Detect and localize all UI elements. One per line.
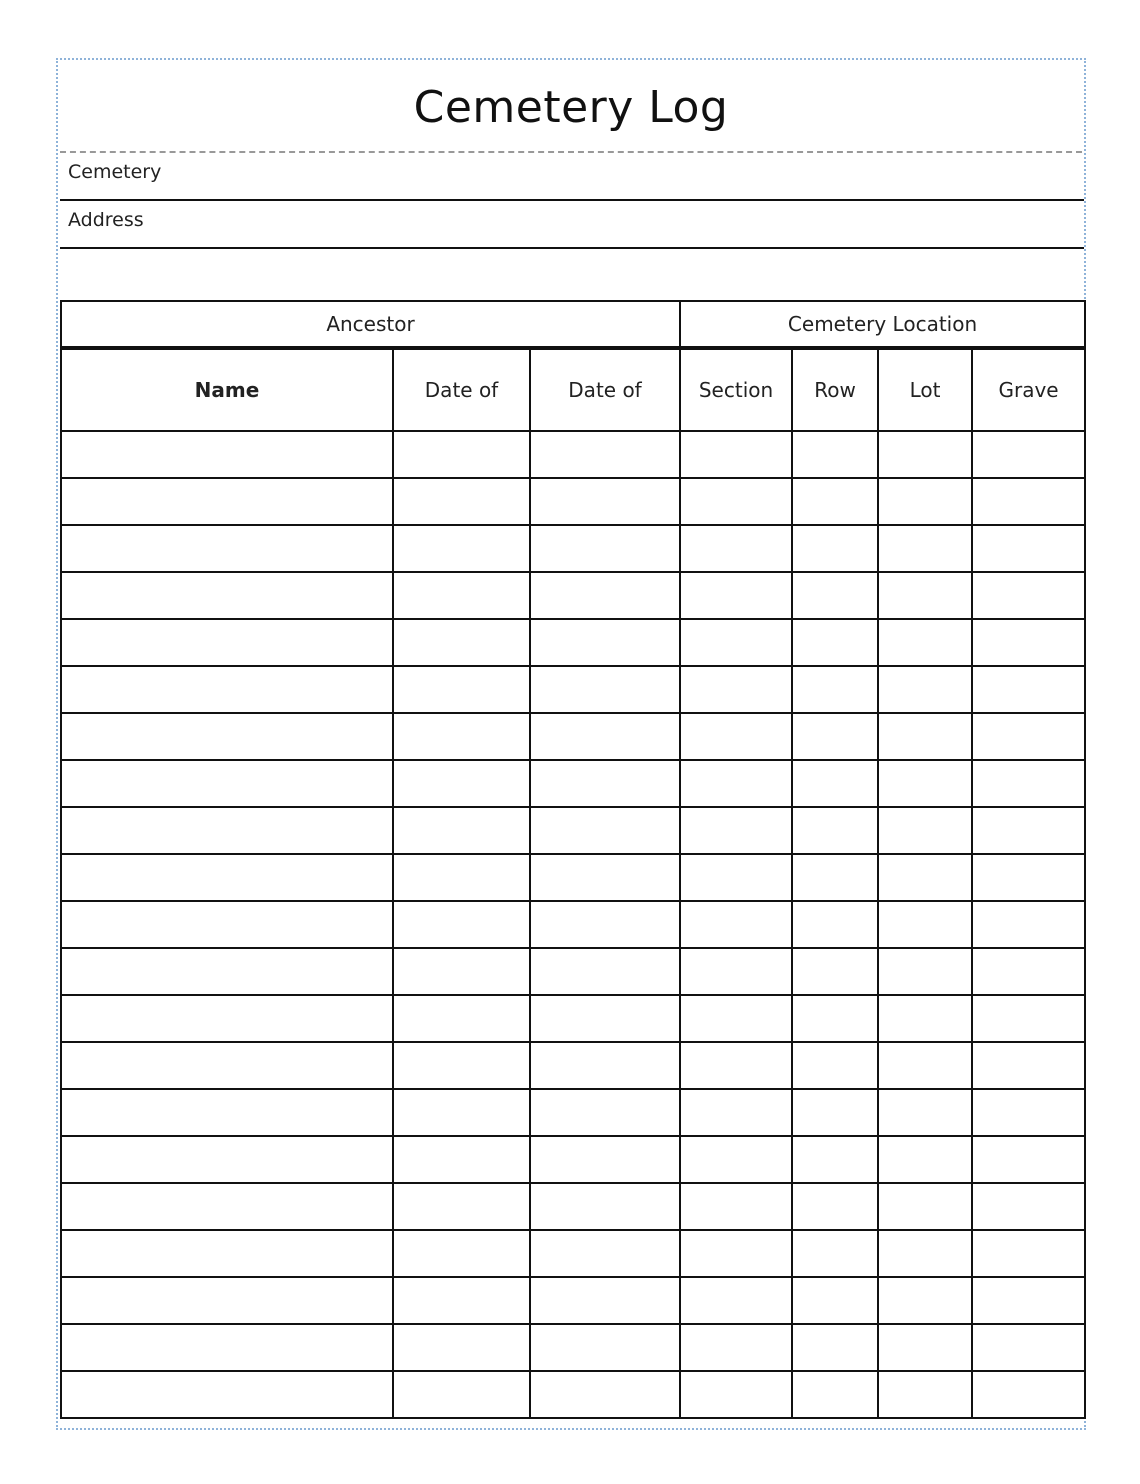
section-cell[interactable] xyxy=(680,666,792,713)
table-row xyxy=(61,572,1085,619)
name-cell[interactable] xyxy=(61,1230,393,1277)
row-cell[interactable] xyxy=(792,1042,878,1089)
section-cell[interactable] xyxy=(680,807,792,854)
lot-cell[interactable] xyxy=(878,619,972,666)
section-cell[interactable] xyxy=(680,1277,792,1324)
section-cell[interactable] xyxy=(680,431,792,478)
table-row xyxy=(61,431,1085,478)
grave-column-header: Grave xyxy=(972,348,1085,431)
date-of-2-cell[interactable] xyxy=(530,760,680,807)
date-of-cell[interactable] xyxy=(393,525,530,572)
grave-cell[interactable] xyxy=(972,995,1085,1042)
row-cell[interactable] xyxy=(792,1277,878,1324)
lot-column-header: Lot xyxy=(878,348,972,431)
table-row xyxy=(61,713,1085,760)
name-cell[interactable] xyxy=(61,995,393,1042)
table-row xyxy=(61,995,1085,1042)
lot-cell[interactable] xyxy=(878,666,972,713)
row-cell[interactable] xyxy=(792,619,878,666)
row-cell[interactable] xyxy=(792,760,878,807)
table-row xyxy=(61,901,1085,948)
date-of-2-cell[interactable] xyxy=(530,1277,680,1324)
name-cell[interactable] xyxy=(61,901,393,948)
table-row xyxy=(61,1089,1085,1136)
date-of-cell[interactable] xyxy=(393,666,530,713)
date-of-column-header-2: Date of xyxy=(530,348,680,431)
name-cell[interactable] xyxy=(61,572,393,619)
date-of-cell[interactable] xyxy=(393,901,530,948)
grave-cell[interactable] xyxy=(972,1136,1085,1183)
date-of-2-cell[interactable] xyxy=(530,666,680,713)
date-of-cell[interactable] xyxy=(393,1324,530,1371)
lot-cell[interactable] xyxy=(878,1042,972,1089)
row-cell[interactable] xyxy=(792,1136,878,1183)
section-column-header: Section xyxy=(680,348,792,431)
date-of-2-cell[interactable] xyxy=(530,995,680,1042)
grave-cell[interactable] xyxy=(972,525,1085,572)
date-of-2-cell[interactable] xyxy=(530,431,680,478)
date-of-cell[interactable] xyxy=(393,854,530,901)
lot-cell[interactable] xyxy=(878,760,972,807)
location-group-header: Cemetery Location xyxy=(680,301,1085,348)
grave-cell[interactable] xyxy=(972,666,1085,713)
grave-cell[interactable] xyxy=(972,572,1085,619)
grave-cell[interactable] xyxy=(972,760,1085,807)
lot-cell[interactable] xyxy=(878,948,972,995)
date-of-cell[interactable] xyxy=(393,1089,530,1136)
section-cell[interactable] xyxy=(680,1042,792,1089)
table-row xyxy=(61,666,1085,713)
lot-cell[interactable] xyxy=(878,901,972,948)
date-of-2-cell[interactable] xyxy=(530,1324,680,1371)
name-cell[interactable] xyxy=(61,666,393,713)
date-of-cell[interactable] xyxy=(393,1183,530,1230)
row-cell[interactable] xyxy=(792,1230,878,1277)
name-cell[interactable] xyxy=(61,525,393,572)
lot-cell[interactable] xyxy=(878,431,972,478)
cemetery-field[interactable] xyxy=(60,153,1084,201)
row-column-header: Row xyxy=(792,348,878,431)
grave-cell[interactable] xyxy=(972,1371,1085,1418)
address-field[interactable] xyxy=(60,201,1084,249)
date-of-2-cell[interactable] xyxy=(530,619,680,666)
date-of-cell[interactable] xyxy=(393,572,530,619)
date-of-cell[interactable] xyxy=(393,619,530,666)
section-cell[interactable] xyxy=(680,1136,792,1183)
section-cell[interactable] xyxy=(680,760,792,807)
lot-cell[interactable] xyxy=(878,1230,972,1277)
date-of-cell[interactable] xyxy=(393,948,530,995)
date-of-column-header: Date of xyxy=(393,348,530,431)
table-row xyxy=(61,1042,1085,1089)
table-row xyxy=(61,854,1085,901)
table-row xyxy=(61,1371,1085,1418)
date-of-cell[interactable] xyxy=(393,807,530,854)
name-cell[interactable] xyxy=(61,619,393,666)
date-of-2-cell[interactable] xyxy=(530,1371,680,1418)
lot-cell[interactable] xyxy=(878,995,972,1042)
date-of-2-cell[interactable] xyxy=(530,1042,680,1089)
date-of-cell[interactable] xyxy=(393,431,530,478)
section-cell[interactable] xyxy=(680,525,792,572)
name-cell[interactable] xyxy=(61,1183,393,1230)
section-cell[interactable] xyxy=(680,572,792,619)
name-cell[interactable] xyxy=(61,1324,393,1371)
grave-cell[interactable] xyxy=(972,1277,1085,1324)
date-of-2-cell[interactable] xyxy=(530,478,680,525)
name-cell[interactable] xyxy=(61,478,393,525)
name-cell[interactable] xyxy=(61,431,393,478)
date-of-cell[interactable] xyxy=(393,1230,530,1277)
grave-cell[interactable] xyxy=(972,854,1085,901)
table-row xyxy=(61,1136,1085,1183)
table-row xyxy=(61,948,1085,995)
date-of-cell[interactable] xyxy=(393,1136,530,1183)
grave-cell[interactable] xyxy=(972,1183,1085,1230)
lot-cell[interactable] xyxy=(878,1371,972,1418)
lot-cell[interactable] xyxy=(878,1324,972,1371)
table-row xyxy=(61,619,1085,666)
section-cell[interactable] xyxy=(680,901,792,948)
section-cell[interactable] xyxy=(680,1183,792,1230)
name-column-header: Name xyxy=(61,348,393,431)
table-row xyxy=(61,525,1085,572)
section-cell[interactable] xyxy=(680,1371,792,1418)
date-of-2-cell[interactable] xyxy=(530,901,680,948)
date-of-2-cell[interactable] xyxy=(530,1136,680,1183)
table-row xyxy=(61,760,1085,807)
grave-cell[interactable] xyxy=(972,807,1085,854)
grave-cell[interactable] xyxy=(972,478,1085,525)
row-cell[interactable] xyxy=(792,995,878,1042)
log-table-body xyxy=(61,431,1085,1418)
row-cell[interactable] xyxy=(792,713,878,760)
lot-cell[interactable] xyxy=(878,478,972,525)
table-row xyxy=(61,1277,1085,1324)
date-of-2-cell[interactable] xyxy=(530,1183,680,1230)
section-cell[interactable] xyxy=(680,995,792,1042)
row-cell[interactable] xyxy=(792,854,878,901)
date-of-2-cell[interactable] xyxy=(530,713,680,760)
lot-cell[interactable] xyxy=(878,807,972,854)
page-title: Cemetery Log xyxy=(413,82,729,133)
date-of-cell[interactable] xyxy=(393,995,530,1042)
lot-cell[interactable] xyxy=(878,1089,972,1136)
row-cell[interactable] xyxy=(792,1324,878,1371)
row-cell[interactable] xyxy=(792,525,878,572)
name-cell[interactable] xyxy=(61,1089,393,1136)
cemetery-label: Cemetery xyxy=(68,161,162,183)
lot-cell[interactable] xyxy=(878,1183,972,1230)
grave-cell[interactable] xyxy=(972,713,1085,760)
section-cell[interactable] xyxy=(680,713,792,760)
cemetery-log-table xyxy=(60,300,1086,1419)
name-cell[interactable] xyxy=(61,760,393,807)
name-cell[interactable] xyxy=(61,854,393,901)
table-row xyxy=(61,1230,1085,1277)
name-cell[interactable] xyxy=(61,1277,393,1324)
row-cell[interactable] xyxy=(792,666,878,713)
section-cell[interactable] xyxy=(680,1089,792,1136)
row-cell[interactable] xyxy=(792,572,878,619)
lot-cell[interactable] xyxy=(878,1136,972,1183)
table-row xyxy=(61,478,1085,525)
lot-cell[interactable] xyxy=(878,1277,972,1324)
date-of-2-cell[interactable] xyxy=(530,1230,680,1277)
grave-cell[interactable] xyxy=(972,1230,1085,1277)
grave-cell[interactable] xyxy=(972,948,1085,995)
date-of-2-cell[interactable] xyxy=(530,572,680,619)
address-label: Address xyxy=(68,209,144,231)
date-of-cell[interactable] xyxy=(393,1277,530,1324)
section-cell[interactable] xyxy=(680,478,792,525)
name-cell[interactable] xyxy=(61,713,393,760)
grave-cell[interactable] xyxy=(972,431,1085,478)
grave-cell[interactable] xyxy=(972,1089,1085,1136)
name-cell[interactable] xyxy=(61,1371,393,1418)
table-row xyxy=(61,807,1085,854)
date-of-cell[interactable] xyxy=(393,1371,530,1418)
date-of-cell[interactable] xyxy=(393,713,530,760)
row-cell[interactable] xyxy=(792,478,878,525)
ancestor-group-header: Ancestor xyxy=(61,301,680,348)
row-cell[interactable] xyxy=(792,1089,878,1136)
date-of-cell[interactable] xyxy=(393,478,530,525)
lot-cell[interactable] xyxy=(878,713,972,760)
date-of-2-cell[interactable] xyxy=(530,1089,680,1136)
date-of-2-cell[interactable] xyxy=(530,525,680,572)
grave-cell[interactable] xyxy=(972,1042,1085,1089)
section-cell[interactable] xyxy=(680,854,792,901)
log-page xyxy=(56,58,1086,1430)
lot-cell[interactable] xyxy=(878,525,972,572)
date-of-cell[interactable] xyxy=(393,760,530,807)
date-of-2-cell[interactable] xyxy=(530,854,680,901)
section-cell[interactable] xyxy=(680,948,792,995)
grave-cell[interactable] xyxy=(972,619,1085,666)
name-cell[interactable] xyxy=(61,948,393,995)
row-cell[interactable] xyxy=(792,431,878,478)
section-cell[interactable] xyxy=(680,1324,792,1371)
date-of-2-cell[interactable] xyxy=(530,948,680,995)
row-cell[interactable] xyxy=(792,948,878,995)
date-of-cell[interactable] xyxy=(393,1042,530,1089)
row-cell[interactable] xyxy=(792,807,878,854)
lot-cell[interactable] xyxy=(878,572,972,619)
row-cell[interactable] xyxy=(792,901,878,948)
name-cell[interactable] xyxy=(61,807,393,854)
row-cell[interactable] xyxy=(792,1183,878,1230)
grave-cell[interactable] xyxy=(972,1324,1085,1371)
row-cell[interactable] xyxy=(792,1371,878,1418)
date-of-2-cell[interactable] xyxy=(530,807,680,854)
section-cell[interactable] xyxy=(680,619,792,666)
grave-cell[interactable] xyxy=(972,901,1085,948)
section-cell[interactable] xyxy=(680,1230,792,1277)
lot-cell[interactable] xyxy=(878,854,972,901)
name-cell[interactable] xyxy=(61,1136,393,1183)
table-row xyxy=(61,1183,1085,1230)
name-cell[interactable] xyxy=(61,1042,393,1089)
table-row xyxy=(61,1324,1085,1371)
